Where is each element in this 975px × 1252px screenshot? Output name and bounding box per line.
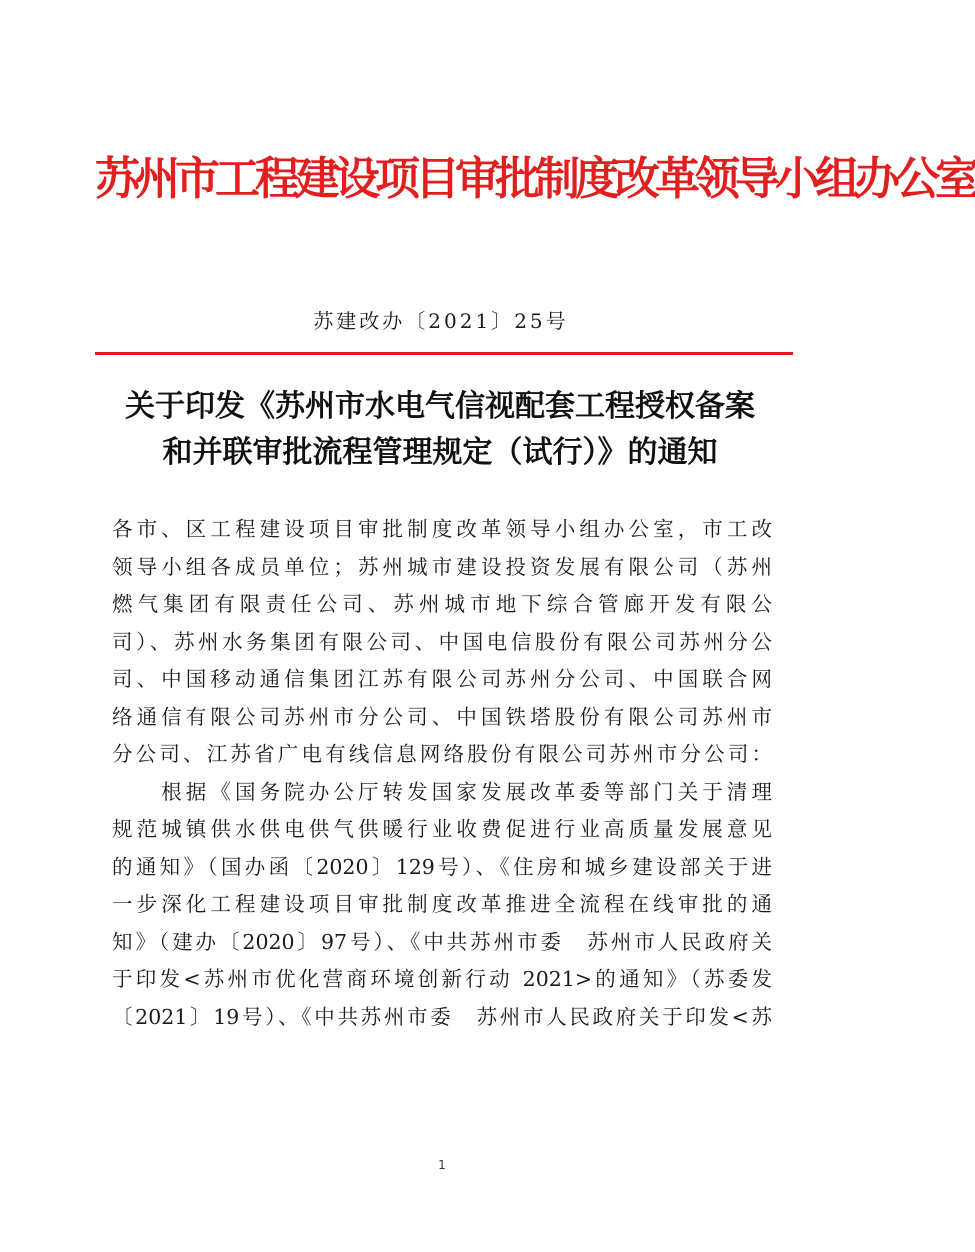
body-line: 根据《国务院办公厅转发国家发展改革委等部门关于清理 [112, 779, 772, 804]
document-title-line-2: 和并联审批流程管理规定（试行）》的通知 [162, 435, 718, 470]
body-line: 一步深化工程建设项目审批制度改革推进全流程在线审批的通 [112, 892, 772, 916]
body-line: 的通知》（国办函〔2020〕129号）、《住房和城乡建设部关于进 [112, 854, 772, 879]
document-title [90, 384, 790, 476]
body-line: 各市、区工程建设项目审批制度改革领导小组办公室，市工改 [112, 517, 772, 541]
body-line: 燃气集团有限责任公司、苏州城市地下综合管廊开发有限公 [112, 592, 772, 616]
body-line: 规范城镇供水供电供气供暖行业收费促进行业高质量发展意见 [112, 817, 772, 841]
body-line: 司）、苏州水务集团有限公司、中国电信股份有限公司苏州分公 [112, 629, 772, 654]
body-line: 知》（建办〔2020〕97号）、《中共苏州市委 苏州市人民政府关 [112, 929, 772, 954]
red-divider-line [95, 352, 793, 355]
letterhead-title: 苏州市工程建设项目审批制度改革领导小组办公室 [95, 152, 975, 205]
body-line: 领导小组各成员单位；苏州城市建设投资发展有限公司（苏州 [112, 554, 772, 579]
body-line: 分公司、江苏省广电有线信息网络股份有限公司苏州市分公司： [112, 742, 772, 766]
body-line: 络通信有限公司苏州市分公司、中国铁塔股份有限公司苏州市 [112, 704, 772, 729]
document-number: 苏建改办〔2021〕25号 [313, 309, 569, 333]
body-line: 〔2021〕19号）、《中共苏州市委 苏州市人民政府关于印发<苏 [112, 1004, 772, 1029]
body-line: 司、中国移动通信集团江苏有限公司苏州分公司、中国联合网 [112, 667, 772, 691]
page-number: 1 [438, 1158, 446, 1172]
document-body [112, 511, 772, 1036]
body-line: 于印发<苏州市优化营商环境创新行动 2021>的通知》（苏委发 [112, 967, 772, 991]
document-title-line-1: 关于印发《苏州市水电气信视配套工程授权备案 [125, 389, 755, 424]
